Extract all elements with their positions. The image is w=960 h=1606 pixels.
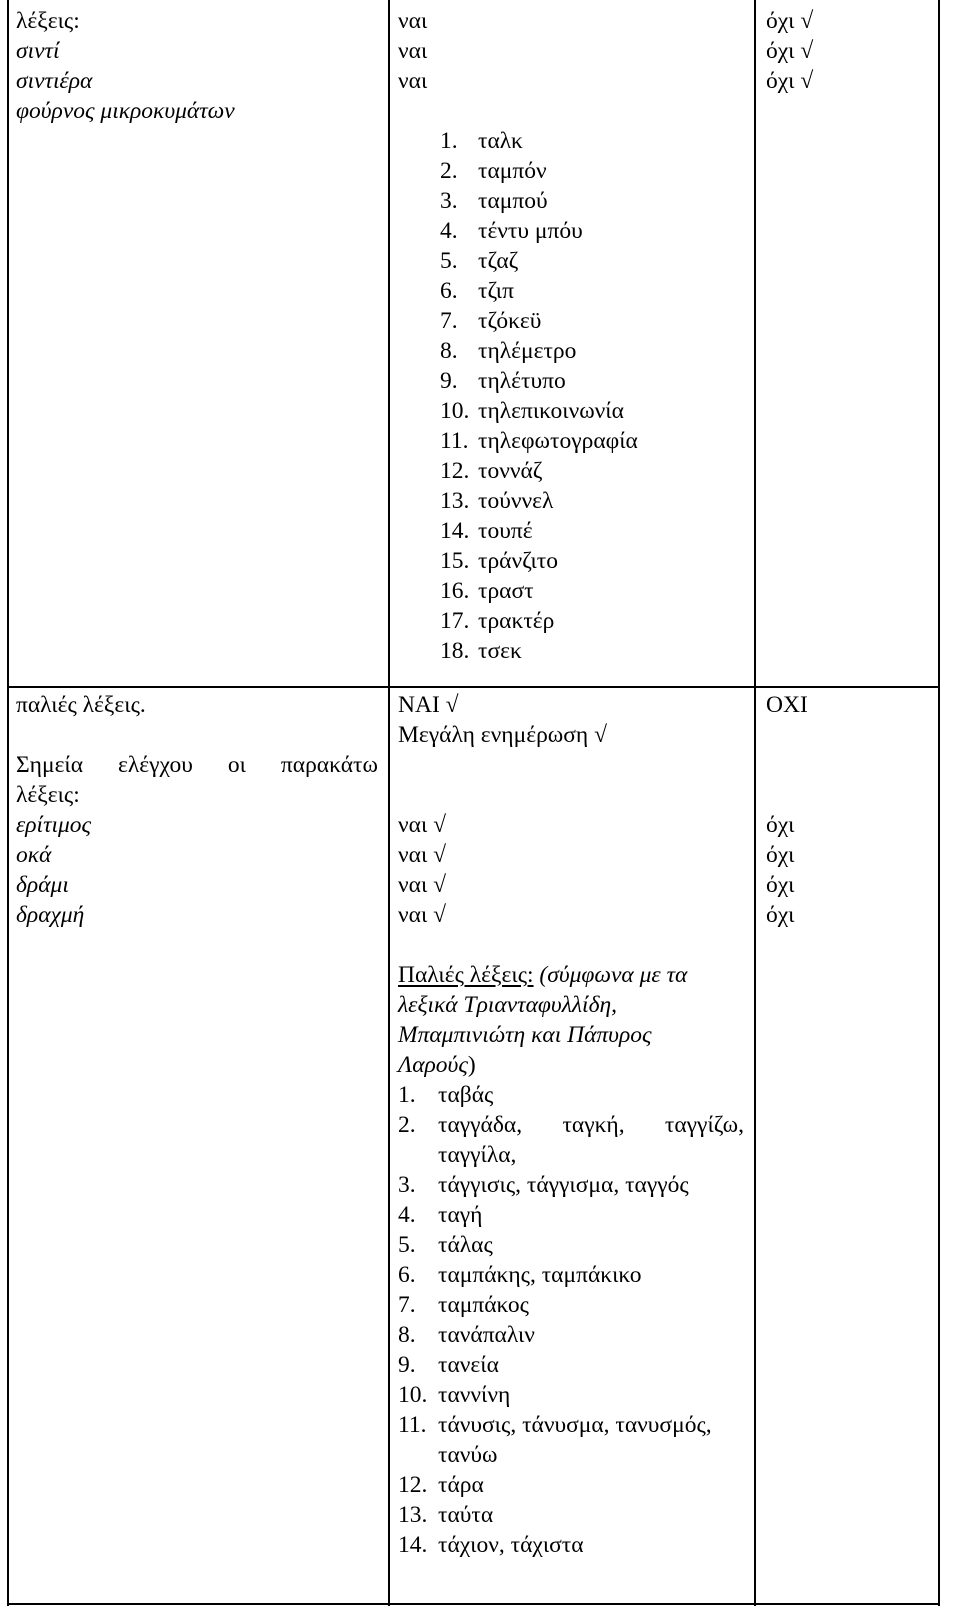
old-word: οκά: [16, 842, 52, 868]
row1-col1-line: φούρνος μικροκυμάτων: [16, 98, 235, 124]
answer-line: Μεγάλη ενημέρωση √: [398, 722, 607, 748]
list-item-continuation: ταγγίλα,: [438, 1142, 517, 1168]
list-item: 6. ταμπάκης, ταμπάκικο: [398, 1262, 642, 1288]
row1-col2-cell: [398, 6, 748, 664]
list-item: 9. τηλέτυπο: [440, 368, 566, 394]
row1-col3-cell: [766, 6, 931, 96]
table-border-right: [938, 0, 940, 1606]
answer-line: ΝΑΙ √: [398, 692, 459, 718]
row2-col1-line: λέξεις:: [16, 782, 80, 808]
note-line: λεξικά Τριανταφυλλίδη,: [398, 992, 618, 1018]
answer-line: όχι: [766, 812, 795, 838]
list-item: 9. τανεία: [398, 1352, 499, 1378]
list-item: 4. τέντυ μπόυ: [440, 218, 583, 244]
list-item: 13. τούννελ: [440, 488, 554, 514]
table-border-col2-col3: [754, 0, 756, 1606]
list-item: 7. τζόκεϋ: [440, 308, 542, 334]
answer-line: όχι √: [766, 38, 814, 64]
note-line: Λαρούς): [398, 1052, 476, 1078]
answer-line: ναι √: [398, 812, 447, 838]
list-item: 3. τάγγισις, τάγγισμα, ταγγός: [398, 1172, 689, 1198]
list-item: 3. ταμπού: [440, 188, 548, 214]
list-item: 17. τρακτέρ: [440, 608, 555, 634]
list-item: 5. τζαζ: [440, 248, 519, 274]
list-item: 18. τσεκ: [440, 638, 522, 664]
answer-line: όχι: [766, 872, 795, 898]
answer-line: ναι: [398, 38, 428, 64]
answer-line: όχι: [766, 842, 795, 868]
list-item: 12. τοννάζ: [440, 458, 543, 484]
table-row-divider: [7, 686, 939, 688]
row2-col1-cell: [16, 690, 378, 930]
row2-col3-cell: [766, 690, 931, 930]
list-item: 14. τουπέ: [440, 518, 533, 544]
row1-col1-line: σιντιέρα: [16, 68, 93, 94]
table-border-left: [7, 0, 9, 1606]
row1-col1-line: λέξεις:: [16, 8, 80, 34]
list-item: 13. ταύτα: [398, 1502, 494, 1528]
answer-line: ΟΧΙ: [766, 692, 808, 718]
list-item: 4. ταγή: [398, 1202, 483, 1228]
answer-line: ναι: [398, 68, 428, 94]
list-item: 10. ταννίνη: [398, 1382, 511, 1408]
list-item: 1. ταλκ: [440, 128, 523, 154]
old-words-heading: Παλιές λέξεις: (σύμφωνα με τα: [398, 962, 688, 988]
old-words-list: [398, 1080, 744, 1560]
answer-line: ναι √: [398, 842, 447, 868]
list-item: 15. τράνζιτο: [440, 548, 558, 574]
list-item: 8. τηλέμετρο: [440, 338, 577, 364]
row1-col1-cell: [16, 6, 376, 126]
list-item-continuation: τανύω: [438, 1442, 498, 1468]
list-item: 7. ταμπάκος: [398, 1292, 529, 1318]
list-item: 5. τάλας: [398, 1232, 493, 1258]
answer-line: ναι: [398, 8, 428, 34]
row2-col1-line: παλιές λέξεις.: [16, 692, 146, 718]
list-item: 6. τζιπ: [440, 278, 514, 304]
list-item: 12. τάρα: [398, 1472, 484, 1498]
loanword-list: [440, 126, 740, 666]
list-item: 11. τηλεφωτογραφία: [440, 428, 638, 454]
list-item: 1. ταβάς: [398, 1082, 494, 1108]
answer-line: ναι √: [398, 902, 447, 928]
answer-line: όχι √: [766, 68, 814, 94]
row1-col1-line: σιντί: [16, 38, 60, 64]
list-item: 8. τανάπαλιν: [398, 1322, 535, 1348]
list-item: 11. τάνυσις, τάνυσμα, τανυσμός,: [398, 1412, 712, 1438]
table-border-bottom: [7, 1603, 939, 1605]
table-border-col1-col2: [388, 0, 390, 1606]
list-item: 10. τηλεπικοινωνία: [440, 398, 624, 424]
old-word: ερίτιμος: [16, 812, 92, 838]
list-item: 14. τάχιον, τάχιστα: [398, 1532, 584, 1558]
old-word: δράμι: [16, 872, 69, 898]
row2-col1-justified-line: Σημεία ελέγχου οι παρακάτω: [16, 752, 378, 778]
row2-col2-cell: [398, 690, 744, 1560]
list-item: 2. ταγγάδα, ταγκή, ταγγίζω,: [398, 1112, 744, 1138]
old-word: δραχμή: [16, 902, 85, 928]
list-item: 2. ταμπόν: [440, 158, 547, 184]
answer-line: όχι √: [766, 8, 814, 34]
note-line: Μπαμπινιώτη και Πάπυρος: [398, 1022, 652, 1048]
answer-line: όχι: [766, 902, 795, 928]
answer-line: ναι √: [398, 872, 447, 898]
list-item: 16. τραστ: [440, 578, 534, 604]
